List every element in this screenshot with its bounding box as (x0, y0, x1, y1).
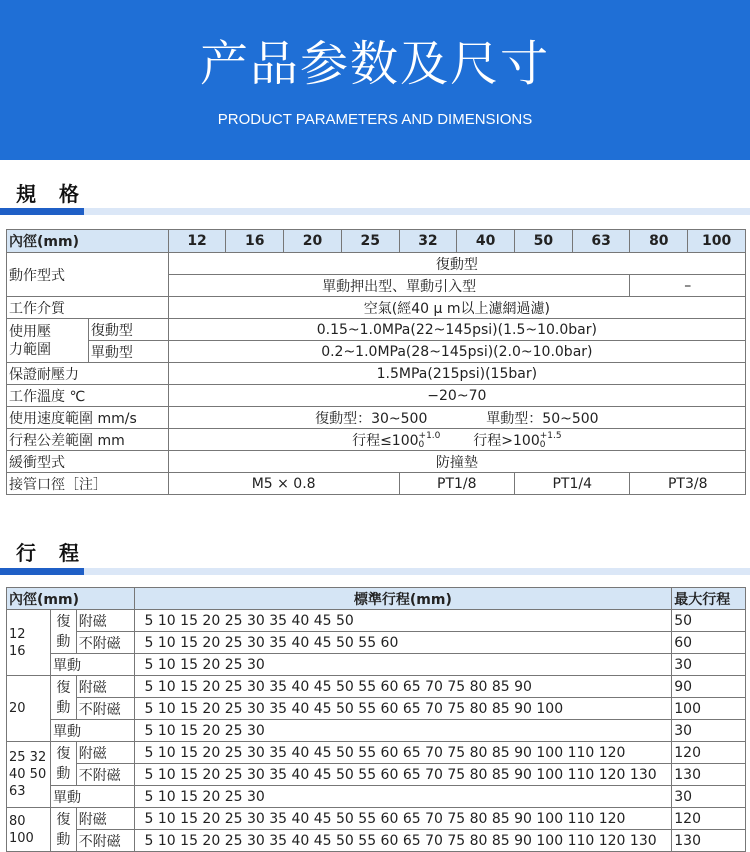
spec-row-medium (7, 297, 746, 319)
tolerance-a-lower: 0 (418, 439, 425, 450)
table-row (7, 654, 746, 676)
table-row (7, 610, 746, 632)
temp-value: −20~70 (168, 385, 745, 407)
magnet-label: 附磁 (76, 742, 134, 764)
stroke-values: 5 10 15 20 25 30 35 40 45 50 55 60 65 70 75 80 85 90 100 110 120 130 (134, 830, 672, 852)
pressure-single-value: 0.2~1.0MPa(28~145psi)(2.0~10.0bar) (168, 341, 745, 363)
table-row (7, 698, 746, 720)
single-acting-label: 單動 (50, 654, 134, 676)
single-acting-label: 單動 (50, 720, 134, 742)
single-acting-label: 單動 (50, 786, 134, 808)
pressure-label-line1: 使用壓 (9, 323, 51, 340)
tolerance-b: 行程>100 (473, 432, 540, 449)
stroke-bore: 20 (9, 701, 26, 716)
tolerance-b-lower: 0 (539, 439, 546, 450)
spec-row-tolerance (7, 429, 746, 451)
stroke-bore: 12 (9, 626, 26, 642)
no-magnet-label: 不附磁 (76, 632, 134, 654)
double-acting-char: 復 (56, 679, 71, 696)
table-row (7, 764, 746, 786)
table-row (7, 632, 746, 654)
tolerance-a-upper: +1.0 (418, 430, 441, 441)
stroke-bore-cell (7, 610, 51, 676)
double-acting-char: 動 (56, 699, 71, 716)
table-row (7, 786, 746, 808)
stroke-max: 90 (672, 676, 746, 698)
stroke-bore: 25 32 (9, 750, 47, 765)
stroke-section-title: 行 程 (16, 541, 87, 565)
action-label: 動作型式 (7, 253, 169, 297)
no-magnet-label: 不附磁 (76, 764, 134, 786)
pressure-double-label: 復動型 (88, 319, 168, 341)
pressure-single-label: 單動型 (88, 341, 168, 363)
port-value: PT1/8 (399, 473, 514, 495)
magnet-label: 附磁 (76, 808, 134, 830)
stroke-values: 5 10 15 20 25 30 35 40 45 50 55 60 (134, 632, 672, 654)
double-acting-char: 復 (56, 745, 71, 762)
stroke-values: 5 10 15 20 25 30 (134, 654, 672, 676)
bore-value: 20 (284, 230, 342, 253)
stroke-max: 120 (672, 808, 746, 830)
cushion-label: 緩衝型式 (7, 451, 169, 473)
table-row (7, 676, 746, 698)
table-row (7, 808, 746, 830)
stroke-values: 5 10 15 20 25 30 35 40 45 50 (134, 610, 672, 632)
action-single: 單動押出型、單動引入型 (168, 275, 630, 297)
tolerance-a: 行程≤100 (352, 432, 419, 449)
stroke-bore-cell (7, 676, 51, 742)
pressure-label (7, 319, 89, 363)
magnet-label: 附磁 (76, 676, 134, 698)
spec-row-pressure-double (7, 319, 746, 341)
double-acting-label (50, 742, 76, 786)
spec-row-pressure-single (7, 341, 746, 363)
stroke-max: 120 (672, 742, 746, 764)
bore-value: 100 (688, 230, 746, 253)
stroke-bore: 80 (9, 813, 26, 829)
proof-label: 保證耐壓力 (7, 363, 169, 385)
spec-header-row (7, 230, 746, 253)
medium-label: 工作介質 (7, 297, 169, 319)
stroke-max-header: 最大行程 (672, 588, 746, 610)
temp-label: 工作溫度 ℃ (7, 385, 169, 407)
spec-section-title: 規 格 (16, 182, 87, 206)
port-value: PT3/8 (630, 473, 746, 495)
stroke-values: 5 10 15 20 25 30 35 40 45 50 55 60 65 70 75 80 85 90 100 110 120 (134, 808, 672, 830)
tolerance-value (168, 429, 745, 451)
tolerance-label: 行程公差範圍 mm (7, 429, 169, 451)
double-acting-label (50, 610, 76, 654)
double-acting-char: 動 (56, 633, 71, 650)
stroke-max: 60 (672, 632, 746, 654)
stroke-standard-header: 標準行程(mm) (134, 588, 672, 610)
spec-row-temp (7, 385, 746, 407)
stroke-values: 5 10 15 20 25 30 35 40 45 50 55 60 65 70 75 80 85 90 100 110 120 130 (134, 764, 672, 786)
bore-value: 80 (630, 230, 688, 253)
no-magnet-label: 不附磁 (76, 698, 134, 720)
pressure-label-line2: 力範圍 (9, 341, 51, 358)
medium-value: 空氣(經40 μ m以上濾網過濾) (168, 297, 745, 319)
stroke-bore: 16 (9, 643, 26, 659)
double-acting-char: 動 (56, 831, 71, 848)
stroke-max: 130 (672, 830, 746, 852)
spec-row-action (7, 253, 746, 275)
stroke-bore-cell (7, 742, 51, 808)
bore-value: 25 (341, 230, 399, 253)
page-title: 产品参数及尺寸 (199, 36, 550, 92)
spec-row-cushion (7, 451, 746, 473)
speed-label: 使用速度範圍 mm/s (7, 407, 169, 429)
double-acting-char: 復 (56, 811, 71, 828)
port-value: M5 × 0.8 (168, 473, 399, 495)
bore-value: 40 (457, 230, 515, 253)
spec-row-speed (7, 407, 746, 429)
bore-value: 16 (226, 230, 284, 253)
stroke-header-row (7, 588, 746, 610)
stroke-values: 5 10 15 20 25 30 35 40 45 50 55 60 65 70 75 80 85 90 100 (134, 698, 672, 720)
stroke-values: 5 10 15 20 25 30 (134, 720, 672, 742)
bore-header: 內徑(mm) (7, 230, 169, 253)
stroke-table (6, 587, 746, 852)
cushion-value: 防撞墊 (168, 451, 745, 473)
pressure-double-value: 0.15~1.0MPa(22~145psi)(1.5~10.0bar) (168, 319, 745, 341)
stroke-max: 50 (672, 610, 746, 632)
bore-value: 50 (515, 230, 573, 253)
spec-row-proof (7, 363, 746, 385)
stroke-max: 30 (672, 720, 746, 742)
stroke-bore: 100 (9, 830, 34, 846)
stroke-values: 5 10 15 20 25 30 (134, 786, 672, 808)
stroke-max: 30 (672, 786, 746, 808)
stroke-bore-header: 內徑(mm) (7, 588, 135, 610)
bore-value: 32 (399, 230, 457, 253)
proof-value: 1.5MPa(215psi)(15bar) (168, 363, 745, 385)
speed-single: 單動型：50~500 (486, 410, 599, 427)
spec-table (6, 229, 746, 495)
double-acting-label (50, 676, 76, 720)
stroke-max: 130 (672, 764, 746, 786)
magnet-label: 附磁 (76, 610, 134, 632)
stroke-values: 5 10 15 20 25 30 35 40 45 50 55 60 65 70 75 80 85 90 (134, 676, 672, 698)
page-subtitle: PRODUCT PARAMETERS AND DIMENSIONS (217, 111, 533, 128)
stroke-max: 100 (672, 698, 746, 720)
port-label: 接管口徑［注］ (7, 473, 169, 495)
double-acting-label (50, 808, 76, 852)
stroke-bore: 40 50 (9, 767, 47, 782)
double-acting-char: 動 (56, 765, 71, 782)
stroke-values: 5 10 15 20 25 30 35 40 45 50 55 60 65 70 75 80 85 90 100 110 120 (134, 742, 672, 764)
spec-row-port (7, 473, 746, 495)
stroke-section-divider (0, 568, 750, 575)
stroke-bore-cell (7, 808, 51, 852)
table-row (7, 742, 746, 764)
tolerance-b-upper: +1.5 (539, 430, 562, 441)
table-row (7, 720, 746, 742)
action-single-na: – (630, 275, 746, 297)
action-double: 復動型 (168, 253, 745, 275)
port-value: PT1/4 (515, 473, 630, 495)
double-acting-char: 復 (56, 613, 71, 630)
table-row (7, 830, 746, 852)
bore-value: 63 (572, 230, 630, 253)
header-banner (0, 0, 750, 160)
bore-value: 12 (168, 230, 226, 253)
speed-value (168, 407, 745, 429)
spec-section-divider (0, 208, 750, 215)
stroke-max: 30 (672, 654, 746, 676)
no-magnet-label: 不附磁 (76, 830, 134, 852)
stroke-bore: 63 (9, 784, 26, 799)
speed-double: 復動型：30~500 (315, 410, 428, 427)
